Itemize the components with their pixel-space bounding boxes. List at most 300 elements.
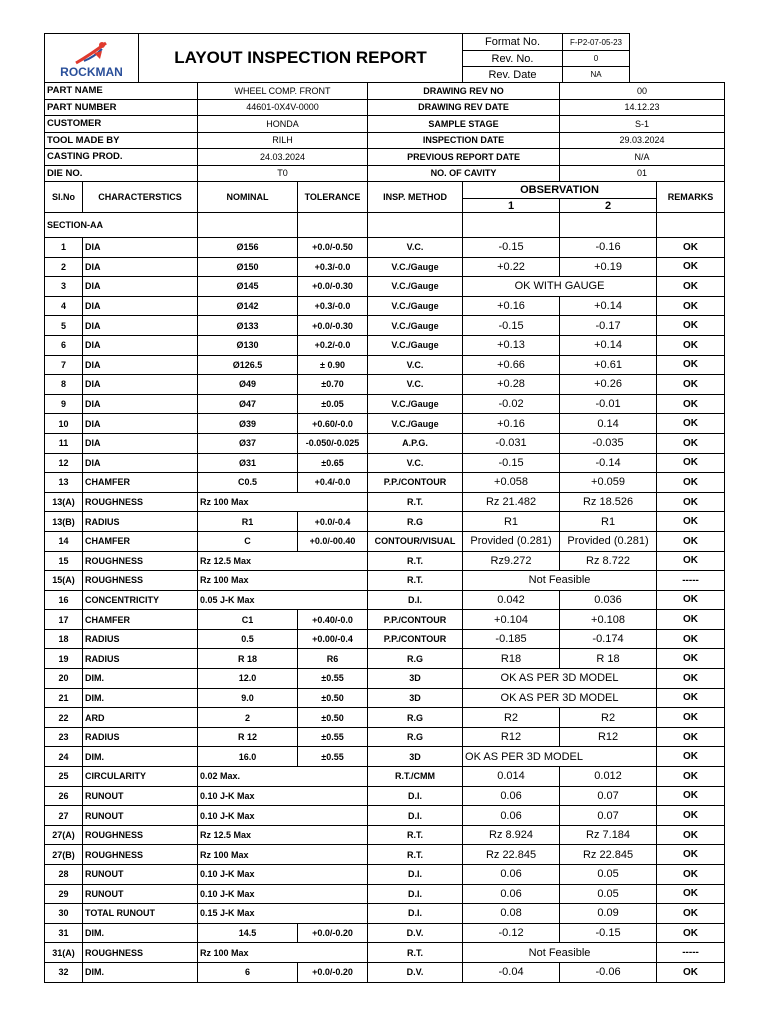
table-row <box>45 865 725 885</box>
row-slno: 5 <box>45 316 83 336</box>
row-observation-1: 0.06 <box>463 884 560 904</box>
row-nominal: 14.5 <box>198 923 298 943</box>
info-row <box>45 116 725 133</box>
table-row <box>45 453 725 473</box>
row-characteristic: RUNOUT <box>83 865 198 885</box>
table-row <box>45 747 725 767</box>
row-characteristic: RUNOUT <box>83 786 198 806</box>
row-characteristic: DIA <box>83 296 198 316</box>
row-slno: 14 <box>45 531 83 551</box>
row-slno: 23 <box>45 727 83 747</box>
row-characteristic: DIM. <box>83 688 198 708</box>
row-observation-2: Rz 18.526 <box>560 492 657 512</box>
row-nominal: Ø39 <box>198 414 298 434</box>
row-specification: Rz 12.5 Max <box>198 825 368 845</box>
row-observation-1: -0.12 <box>463 923 560 943</box>
table-row <box>45 433 725 453</box>
row-specification: Rz 100 Max <box>198 943 368 963</box>
row-tolerance: ±0.55 <box>298 747 368 767</box>
row-remarks: OK <box>657 923 725 943</box>
row-nominal: 6 <box>198 962 298 982</box>
row-characteristic: RADIUS <box>83 629 198 649</box>
row-tolerance: +0.0/-0.30 <box>298 277 368 297</box>
table-row <box>45 649 725 669</box>
row-insp-method: 3D <box>368 747 463 767</box>
row-specification: Rz 12.5 Max <box>198 551 368 571</box>
info-value: 14.12.23 <box>560 99 725 116</box>
col-observation-1: 1 <box>463 199 560 213</box>
row-slno: 27 <box>45 806 83 826</box>
row-characteristic: DIA <box>83 316 198 336</box>
row-nominal: Ø49 <box>198 375 298 395</box>
row-slno: 13 <box>45 473 83 493</box>
row-tolerance: -0.050/-0.025 <box>298 433 368 453</box>
info-label: TOOL MADE BY <box>45 132 198 149</box>
row-observation-2: -0.16 <box>560 238 657 258</box>
row-remarks: OK <box>657 453 725 473</box>
format-no-value: F-P2-07-05-23 <box>563 34 630 51</box>
row-slno: 30 <box>45 904 83 924</box>
row-characteristic: DIA <box>83 414 198 434</box>
row-tolerance: ±0.55 <box>298 669 368 689</box>
row-tolerance: +0.0/-0.4 <box>298 512 368 532</box>
row-observation-merged: OK AS PER 3D MODEL <box>463 669 657 689</box>
row-specification: 0.10 J-K Max <box>198 884 368 904</box>
row-insp-method: 3D <box>368 669 463 689</box>
info-label: SAMPLE STAGE <box>368 116 560 133</box>
table-row <box>45 473 725 493</box>
row-specification: 0.15 J-K Max <box>198 904 368 924</box>
row-characteristic: ROUGHNESS <box>83 551 198 571</box>
row-observation-1: 0.06 <box>463 786 560 806</box>
row-insp-method: 3D <box>368 688 463 708</box>
section-label: SECTION-AA <box>45 213 198 238</box>
row-observation-1: -0.15 <box>463 316 560 336</box>
row-observation-1: 0.042 <box>463 590 560 610</box>
section-empty-cell <box>657 213 725 238</box>
row-nominal: Ø130 <box>198 335 298 355</box>
section-empty-cell <box>298 213 368 238</box>
table-row <box>45 884 725 904</box>
row-tolerance: +0.0/-00.40 <box>298 531 368 551</box>
row-insp-method: R.G <box>368 727 463 747</box>
row-nominal: 9.0 <box>198 688 298 708</box>
row-characteristic: DIA <box>83 335 198 355</box>
table-row <box>45 923 725 943</box>
row-observation-1: +0.66 <box>463 355 560 375</box>
row-remarks: OK <box>657 375 725 395</box>
table-row <box>45 590 725 610</box>
row-slno: 29 <box>45 884 83 904</box>
table-row <box>45 629 725 649</box>
row-remarks: OK <box>657 238 725 258</box>
info-value: 00 <box>560 83 725 100</box>
row-insp-method: D.V. <box>368 923 463 943</box>
row-tolerance: +0.0/-0.20 <box>298 962 368 982</box>
row-observation-2: 0.036 <box>560 590 657 610</box>
row-characteristic: ROUGHNESS <box>83 492 198 512</box>
row-insp-method: V.C./Gauge <box>368 394 463 414</box>
row-observation-1: Rz9.272 <box>463 551 560 571</box>
row-insp-method: V.C./Gauge <box>368 296 463 316</box>
row-slno: 17 <box>45 610 83 630</box>
row-observation-2: 0.07 <box>560 806 657 826</box>
row-remarks: OK <box>657 767 725 787</box>
row-insp-method: P.P./CONTOUR <box>368 473 463 493</box>
row-insp-method: V.C. <box>368 238 463 258</box>
table-row <box>45 551 725 571</box>
row-slno: 16 <box>45 590 83 610</box>
table-row <box>45 355 725 375</box>
row-observation-1: +0.13 <box>463 335 560 355</box>
row-slno: 11 <box>45 433 83 453</box>
info-label: DRAWING REV DATE <box>368 99 560 116</box>
row-slno: 24 <box>45 747 83 767</box>
table-row <box>45 962 725 982</box>
row-characteristic: TOTAL RUNOUT <box>83 904 198 924</box>
row-insp-method: A.P.G. <box>368 433 463 453</box>
inspection-report-sheet <box>44 33 724 983</box>
row-remarks: OK <box>657 962 725 982</box>
row-insp-method: D.I. <box>368 904 463 924</box>
table-row <box>45 375 725 395</box>
info-value: T0 <box>198 165 368 182</box>
row-tolerance: +0.4/-0.0 <box>298 473 368 493</box>
row-observation-2: 0.14 <box>560 414 657 434</box>
row-observation-1: Rz 21.482 <box>463 492 560 512</box>
info-value: N/A <box>560 149 725 166</box>
table-row <box>45 335 725 355</box>
row-tolerance: +0.0/-0.30 <box>298 316 368 336</box>
row-remarks: OK <box>657 610 725 630</box>
table-row <box>45 688 725 708</box>
row-remarks: OK <box>657 845 725 865</box>
row-observation-2: -0.06 <box>560 962 657 982</box>
row-observation-2: Rz 8.722 <box>560 551 657 571</box>
row-insp-method: CONTOUR/VISUAL <box>368 531 463 551</box>
row-tolerance: R6 <box>298 649 368 669</box>
row-characteristic: RUNOUT <box>83 806 198 826</box>
row-characteristic: ARD <box>83 708 198 728</box>
row-remarks: OK <box>657 531 725 551</box>
row-slno: 6 <box>45 335 83 355</box>
row-insp-method: V.C. <box>368 355 463 375</box>
row-observation-2: Provided (0.281) <box>560 531 657 551</box>
row-specification: Rz 100 Max <box>198 571 368 591</box>
row-observation-merged: OK AS PER 3D MODEL <box>463 747 657 767</box>
row-tolerance: +0.3/-0.0 <box>298 257 368 277</box>
table-row <box>45 316 725 336</box>
row-observation-1: R1 <box>463 512 560 532</box>
row-observation-2: 0.05 <box>560 865 657 885</box>
rockman-logo <box>45 34 139 83</box>
row-nominal: R1 <box>198 512 298 532</box>
row-observation-2: -0.035 <box>560 433 657 453</box>
col-observation: OBSERVATION <box>463 182 657 199</box>
row-insp-method: R.G <box>368 649 463 669</box>
info-row <box>45 149 725 166</box>
row-slno: 7 <box>45 355 83 375</box>
report-main-table <box>44 82 725 983</box>
info-row <box>45 165 725 182</box>
row-nominal: R 12 <box>198 727 298 747</box>
row-observation-1: +0.104 <box>463 610 560 630</box>
row-tolerance: ±0.50 <box>298 688 368 708</box>
row-observation-2: 0.012 <box>560 767 657 787</box>
row-insp-method: R.G <box>368 512 463 532</box>
row-observation-1: Provided (0.281) <box>463 531 560 551</box>
info-label: DRAWING REV NO <box>368 83 560 100</box>
row-specification: 0.10 J-K Max <box>198 806 368 826</box>
row-characteristic: CHAMFER <box>83 531 198 551</box>
row-insp-method: R.G <box>368 708 463 728</box>
row-observation-2: R2 <box>560 708 657 728</box>
row-specification: 0.05 J-K Max <box>198 590 368 610</box>
row-slno: 3 <box>45 277 83 297</box>
row-slno: 2 <box>45 257 83 277</box>
row-observation-2: R12 <box>560 727 657 747</box>
row-slno: 1 <box>45 238 83 258</box>
row-slno: 22 <box>45 708 83 728</box>
row-slno: 18 <box>45 629 83 649</box>
row-observation-1: 0.06 <box>463 865 560 885</box>
row-observation-merged: Not Feasible <box>463 943 657 963</box>
row-insp-method: V.C./Gauge <box>368 257 463 277</box>
row-insp-method: D.I. <box>368 865 463 885</box>
row-observation-1: R18 <box>463 649 560 669</box>
row-insp-method: P.P./CONTOUR <box>368 629 463 649</box>
row-characteristic: RADIUS <box>83 512 198 532</box>
row-observation-1: R12 <box>463 727 560 747</box>
col-insp-method: INSP. METHOD <box>368 182 463 213</box>
info-value: 29.03.2024 <box>560 132 725 149</box>
info-label: CASTING PROD. <box>45 149 198 166</box>
row-remarks: OK <box>657 865 725 885</box>
rev-no-value: 0 <box>563 51 630 67</box>
row-slno: 26 <box>45 786 83 806</box>
table-row <box>45 767 725 787</box>
info-value: HONDA <box>198 116 368 133</box>
row-observation-2: +0.059 <box>560 473 657 493</box>
info-label: CUSTOMER <box>45 116 198 133</box>
row-observation-2: -0.01 <box>560 394 657 414</box>
table-row <box>45 845 725 865</box>
row-insp-method: V.C./Gauge <box>368 414 463 434</box>
row-remarks: OK <box>657 551 725 571</box>
row-observation-2: -0.17 <box>560 316 657 336</box>
row-slno: 31(A) <box>45 943 83 963</box>
row-remarks: OK <box>657 590 725 610</box>
row-slno: 31 <box>45 923 83 943</box>
row-nominal: 16.0 <box>198 747 298 767</box>
row-insp-method: V.C./Gauge <box>368 277 463 297</box>
brand-name: ROCKMAN <box>60 65 123 79</box>
row-insp-method: R.T. <box>368 943 463 963</box>
section-empty-cell <box>560 213 657 238</box>
row-remarks: OK <box>657 806 725 826</box>
row-insp-method: D.V. <box>368 962 463 982</box>
row-nominal: Ø133 <box>198 316 298 336</box>
row-insp-method: R.T. <box>368 492 463 512</box>
row-remarks: OK <box>657 649 725 669</box>
row-characteristic: DIA <box>83 355 198 375</box>
row-tolerance: ±0.70 <box>298 375 368 395</box>
row-nominal: R 18 <box>198 649 298 669</box>
report-header-table <box>44 33 725 83</box>
report-title: LAYOUT INSPECTION REPORT <box>139 34 463 83</box>
row-insp-method: P.P./CONTOUR <box>368 610 463 630</box>
row-remarks: OK <box>657 257 725 277</box>
row-characteristic: DIA <box>83 394 198 414</box>
row-insp-method: D.I. <box>368 786 463 806</box>
row-nominal: Ø150 <box>198 257 298 277</box>
row-nominal: Ø126.5 <box>198 355 298 375</box>
row-specification: 0.10 J-K Max <box>198 865 368 885</box>
row-insp-method: D.I. <box>368 806 463 826</box>
row-remarks: OK <box>657 825 725 845</box>
row-slno: 28 <box>45 865 83 885</box>
row-observation-2: 0.09 <box>560 904 657 924</box>
row-slno: 4 <box>45 296 83 316</box>
row-slno: 9 <box>45 394 83 414</box>
col-observation-2: 2 <box>560 199 657 213</box>
row-slno: 32 <box>45 962 83 982</box>
row-observation-1: 0.014 <box>463 767 560 787</box>
row-remarks: ----- <box>657 943 725 963</box>
rev-date-value: NA <box>563 67 630 83</box>
info-row <box>45 132 725 149</box>
row-insp-method: R.T. <box>368 571 463 591</box>
table-row <box>45 904 725 924</box>
row-remarks: OK <box>657 708 725 728</box>
row-slno: 15 <box>45 551 83 571</box>
row-observation-2: +0.61 <box>560 355 657 375</box>
row-characteristic: ROUGHNESS <box>83 571 198 591</box>
row-tolerance: ± 0.90 <box>298 355 368 375</box>
row-remarks: OK <box>657 884 725 904</box>
row-observation-2: -0.14 <box>560 453 657 473</box>
row-observation-1: -0.04 <box>463 962 560 982</box>
section-empty-cell <box>198 213 298 238</box>
row-insp-method: R.T. <box>368 551 463 571</box>
row-slno: 27(B) <box>45 845 83 865</box>
row-specification: 0.10 J-K Max <box>198 786 368 806</box>
info-value: 01 <box>560 165 725 182</box>
table-row <box>45 571 725 591</box>
row-tolerance: +0.0/-0.50 <box>298 238 368 258</box>
rockman-logo-icon <box>72 39 112 67</box>
row-tolerance: +0.40/-0.0 <box>298 610 368 630</box>
info-value: 44601-0X4V-0000 <box>198 99 368 116</box>
row-slno: 15(A) <box>45 571 83 591</box>
row-characteristic: DIA <box>83 453 198 473</box>
row-observation-1: +0.058 <box>463 473 560 493</box>
row-characteristic: DIA <box>83 238 198 258</box>
table-row <box>45 727 725 747</box>
row-remarks: OK <box>657 512 725 532</box>
row-observation-1: +0.28 <box>463 375 560 395</box>
row-characteristic: CONCENTRICITY <box>83 590 198 610</box>
row-nominal: Ø156 <box>198 238 298 258</box>
row-observation-1: -0.15 <box>463 238 560 258</box>
col-nominal: NOMINAL <box>198 182 298 213</box>
row-observation-1: +0.16 <box>463 296 560 316</box>
row-observation-2: +0.14 <box>560 335 657 355</box>
table-row <box>45 786 725 806</box>
row-remarks: OK <box>657 727 725 747</box>
row-characteristic: ROUGHNESS <box>83 943 198 963</box>
row-observation-merged: OK WITH GAUGE <box>463 277 657 297</box>
col-tolerance: TOLERANCE <box>298 182 368 213</box>
row-slno: 12 <box>45 453 83 473</box>
row-tolerance: ±0.65 <box>298 453 368 473</box>
row-observation-2: +0.14 <box>560 296 657 316</box>
row-insp-method: D.I. <box>368 884 463 904</box>
row-remarks: OK <box>657 473 725 493</box>
row-characteristic: DIA <box>83 277 198 297</box>
row-nominal: C0.5 <box>198 473 298 493</box>
info-value: WHEEL COMP. FRONT <box>198 83 368 100</box>
rev-no-label: Rev. No. <box>463 51 563 67</box>
info-label: INSPECTION DATE <box>368 132 560 149</box>
row-observation-2: +0.108 <box>560 610 657 630</box>
row-observation-2: -0.15 <box>560 923 657 943</box>
row-characteristic: ROUGHNESS <box>83 825 198 845</box>
info-label: DIE NO. <box>45 165 198 182</box>
row-characteristic: DIA <box>83 257 198 277</box>
row-characteristic: RADIUS <box>83 727 198 747</box>
row-observation-2: -0.174 <box>560 629 657 649</box>
row-characteristic: ROUGHNESS <box>83 845 198 865</box>
row-observation-1: 0.06 <box>463 806 560 826</box>
table-row <box>45 806 725 826</box>
row-nominal: 2 <box>198 708 298 728</box>
table-row <box>45 394 725 414</box>
info-label: PART NAME <box>45 83 198 100</box>
table-row <box>45 257 725 277</box>
row-characteristic: DIM. <box>83 923 198 943</box>
row-remarks: OK <box>657 296 725 316</box>
row-remarks: OK <box>657 277 725 297</box>
row-slno: 10 <box>45 414 83 434</box>
table-row <box>45 669 725 689</box>
row-specification: 0.02 Max. <box>198 767 368 787</box>
col-slno: Sl.No <box>45 182 83 213</box>
row-characteristic: CHAMFER <box>83 610 198 630</box>
section-empty-cell <box>368 213 463 238</box>
row-tolerance: +0.2/-0.0 <box>298 335 368 355</box>
row-remarks: OK <box>657 786 725 806</box>
row-characteristic: CIRCULARITY <box>83 767 198 787</box>
info-value: RILH <box>198 132 368 149</box>
row-slno: 13(A) <box>45 492 83 512</box>
row-tolerance: ±0.05 <box>298 394 368 414</box>
row-slno: 21 <box>45 688 83 708</box>
row-nominal: Ø47 <box>198 394 298 414</box>
row-observation-2: +0.19 <box>560 257 657 277</box>
row-observation-merged: OK AS PER 3D MODEL <box>463 688 657 708</box>
table-row <box>45 238 725 258</box>
info-value: 24.03.2024 <box>198 149 368 166</box>
table-row <box>45 825 725 845</box>
row-tolerance: +0.00/-0.4 <box>298 629 368 649</box>
table-row <box>45 414 725 434</box>
row-slno: 19 <box>45 649 83 669</box>
row-specification: Rz 100 Max <box>198 492 368 512</box>
table-row <box>45 708 725 728</box>
row-insp-method: D.I. <box>368 590 463 610</box>
row-remarks: OK <box>657 492 725 512</box>
